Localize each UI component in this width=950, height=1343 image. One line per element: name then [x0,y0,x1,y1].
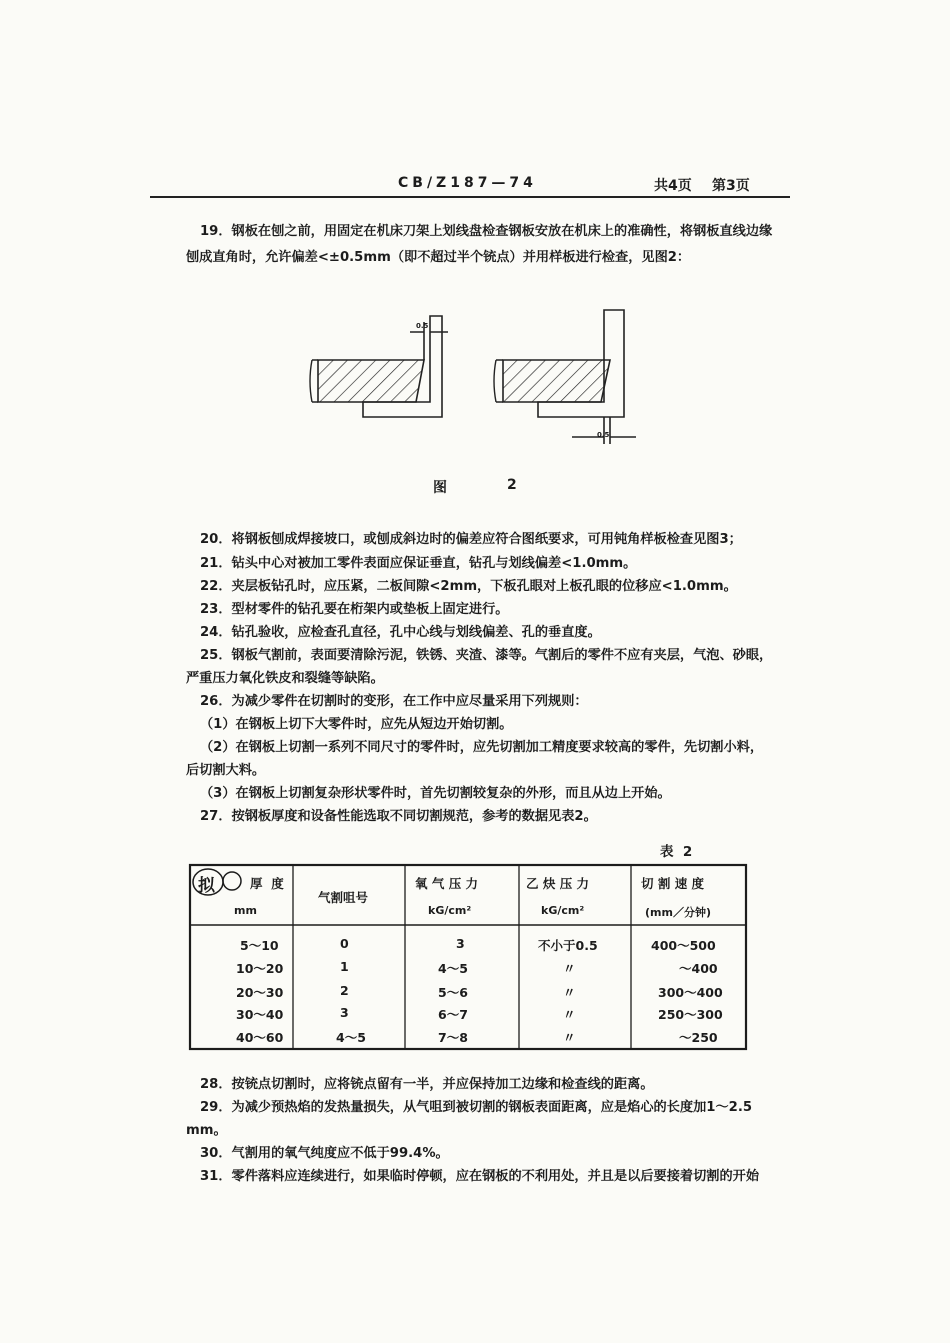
figure-right-dimension: 0.5 [597,431,610,439]
th-speed: 切 割 速 度 [641,876,705,891]
para-31: 31．零件落料应连续进行，如果临时停顿，应在钢板的不利用处，并且是以后要接着切割的开始 [200,1169,760,1184]
page-number: 第3页 [712,178,750,194]
para-19-line-1: 19．钢板在刨之前，用固定在机床刀架上划线盘检查钢板安放在机床上的准确性，将钢板直线边缘 [200,224,773,239]
table-cell: 3 [340,1005,349,1020]
para-21: 21．钻头中心对被加工零件表面应保证垂直，钻孔与划线偏差<1.0mm。 [200,556,637,571]
table-cell: 2 [340,983,349,998]
para-28: 28．按铳点切割时，应将铳点留有一半，并应保持加工边缘和检查线的距离。 [200,1077,654,1092]
standard-code: CB/Z187—74 [398,175,537,191]
figure-caption-number: 2 [507,477,517,493]
para-26-rule-3: （3）在钢板上切割复杂形状零件时，首先切割较复杂的外形，而且从边上开始。 [200,786,671,801]
para-29-line-1: 29．为减少预热焰的发热量损失，从气咀到被切割的钢板表面距离，应是焰心的长度加1～2.5 [200,1100,753,1115]
table-cell: 30～40 [236,1007,284,1022]
table-cell: 〃 [563,985,576,1000]
para-27: 27．按钢板厚度和设备性能选取不同切割规范，参考的数据见表2。 [200,809,597,824]
table-cell: 〃 [563,1030,576,1045]
table-cell: 〃 [563,1007,576,1022]
table-cell: 300～400 [658,985,723,1000]
table-cell: 0 [340,936,349,951]
table-cell: 3 [456,936,465,951]
para-29-line-2: mm。 [186,1123,227,1138]
para-20: 20．将钢板刨成焊接坡口，或刨成斜边时的偏差应符合图纸要求，可用钝角样板检查见图3； [200,532,742,547]
th-oxygen-unit: kG/cm² [428,904,472,917]
para-26: 26．为减少零件在切割时的变形，在工作中应尽量采用下列规则： [200,694,588,709]
th-thickness-unit: mm [234,904,257,917]
table-cell: ～400 [679,961,718,976]
para-26-rule-2-line-2: 后切割大料。 [186,763,266,778]
approval-stamp-text: 拟 [198,876,215,896]
th-speed-unit: (mm／分钟) [645,906,711,919]
th-thickness: 厚 度 [250,876,284,891]
table-cell: 5～10 [240,938,279,953]
table-cell: 6～7 [438,1007,468,1022]
para-23: 23．型材零件的钻孔要在桁架内或垫板上固定进行。 [200,602,509,617]
table-cell: 〃 [563,961,576,976]
table-cell: 4～5 [336,1030,366,1045]
table-cell: 4～5 [438,961,468,976]
table-cell: ～250 [679,1030,718,1045]
table-title: 表 2 [660,844,693,860]
para-25-line-2: 严重压力氧化铁皮和裂缝等缺陷。 [186,671,384,686]
table-cell: 40～60 [236,1030,284,1045]
th-nozzle: 气割咀号 [318,890,369,905]
table-cell: 不小于0.5 [538,938,598,953]
th-acetylene-unit: kG/cm² [541,904,585,917]
table-cell: 20～30 [236,985,284,1000]
th-acetylene: 乙 炔 压 力 [526,876,590,891]
para-24: 24．钻孔验收，应检查孔直径，孔中心线与划线偏差、孔的垂直度。 [200,625,601,640]
figure-left-dimension: 0.5 [416,322,429,330]
para-22: 22．夹层板钻孔时，应压紧，二板间隙<2mm，下板孔眼对上板孔眼的位移应<1.0mm。 [200,579,737,594]
table-cell: 400～500 [651,938,716,953]
total-pages: 共4页 [654,178,692,194]
para-26-rule-2-line-1: （2）在钢板上切割一系列不同尺寸的零件时，应先切割加工精度要求较高的零件，先切割小料， [200,740,764,755]
para-19-line-2: 刨成直角时，允许偏差<±0.5mm（即不超过半个铳点）并用样板进行检查，见图2： [186,250,691,265]
table-cell: 250～300 [658,1007,723,1022]
table-cell: 5～6 [438,985,468,1000]
table-cell: 10～20 [236,961,284,976]
table-cell: 1 [340,959,349,974]
para-30: 30．气割用的氧气纯度应不低于99.4%。 [200,1146,449,1161]
para-26-rule-1: （1）在钢板上切下大零件时，应先从短边开始切割。 [200,717,513,732]
figure-caption-label: 图 [433,480,447,496]
th-oxygen: 氧 气 压 力 [415,876,479,891]
table-cell: 7～8 [438,1030,468,1045]
para-25-line-1: 25．钢板气割前，表面要清除污泥，铁锈、夹渣、漆等。气割后的零件不应有夹层，气泡、砂眼， [200,648,773,663]
